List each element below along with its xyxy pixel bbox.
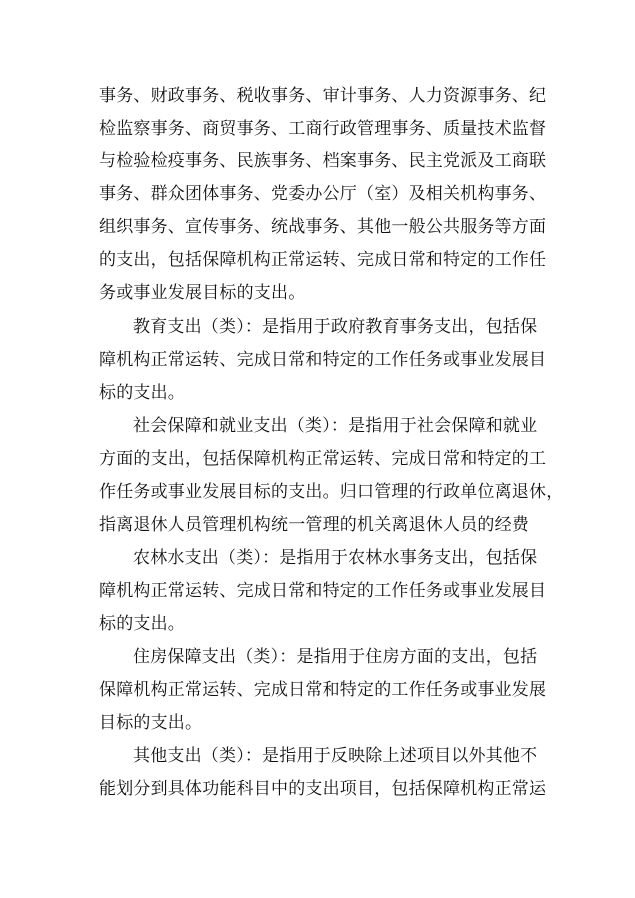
text-line: 目标的支出。 bbox=[99, 713, 203, 733]
text-line: 务或事业发展目标的支出。 bbox=[99, 283, 306, 303]
text-line: 的支出，包括保障机构正常运转、完成日常和特定的工作任 bbox=[99, 250, 547, 270]
text-line: 事务、财政事务、税收事务、审计事务、人力资源事务、纪 bbox=[99, 86, 547, 106]
text-line: 障机构正常运转、完成日常和特定的工作任务或事业发展目 bbox=[99, 581, 547, 601]
text-line: 与检验检疫事务、民族事务、档案事务、民主党派及工商联 bbox=[99, 151, 547, 171]
text-line: 组织事务、宣传事务、统战事务、其他一般公共服务等方面 bbox=[99, 217, 547, 237]
text-line: 保障机构正常运转、完成日常和特定的工作任务或事业发展 bbox=[99, 680, 547, 700]
paragraph-start-line: 住房保障支出（类）：是指用于住房方面的支出，包括 bbox=[133, 647, 538, 667]
text-line: 检监察事务、商贸事务、工商行政管理事务、质量技术监督 bbox=[99, 119, 547, 139]
text-line: 障机构正常运转、完成日常和特定的工作任务或事业发展目 bbox=[99, 350, 547, 370]
text-line: 作任务或事业发展目标的支出。归口管理的行政单位离退休， bbox=[99, 482, 564, 502]
paragraph-start-line: 社会保障和就业支出（类）：是指用于社会保障和就业 bbox=[133, 416, 538, 436]
text-line: 指离退休人员管理机构统一管理的机关离退休人员的经费 bbox=[99, 515, 529, 535]
text-line: 事务、群众团体事务、党委办公厅（室）及相关机构事务、 bbox=[99, 184, 547, 204]
text-line: 能划分到具体功能科目中的支出项目，包括保障机构正常运 bbox=[99, 779, 547, 799]
text-line: 方面的支出，包括保障机构正常运转、完成日常和特定的工 bbox=[99, 449, 547, 469]
paragraph-start-line: 其他支出（类）：是指用于反映除上述项目以外其他不 bbox=[133, 746, 538, 766]
text-line: 标的支出。 bbox=[99, 383, 185, 403]
text-line: 标的支出。 bbox=[99, 614, 185, 634]
paragraph-start-line: 教育支出（类）：是指用于政府教育事务支出，包括保 bbox=[133, 317, 538, 337]
paragraph-start-line: 农林水支出（类）：是指用于农林水事务支出，包括保 bbox=[133, 548, 538, 568]
